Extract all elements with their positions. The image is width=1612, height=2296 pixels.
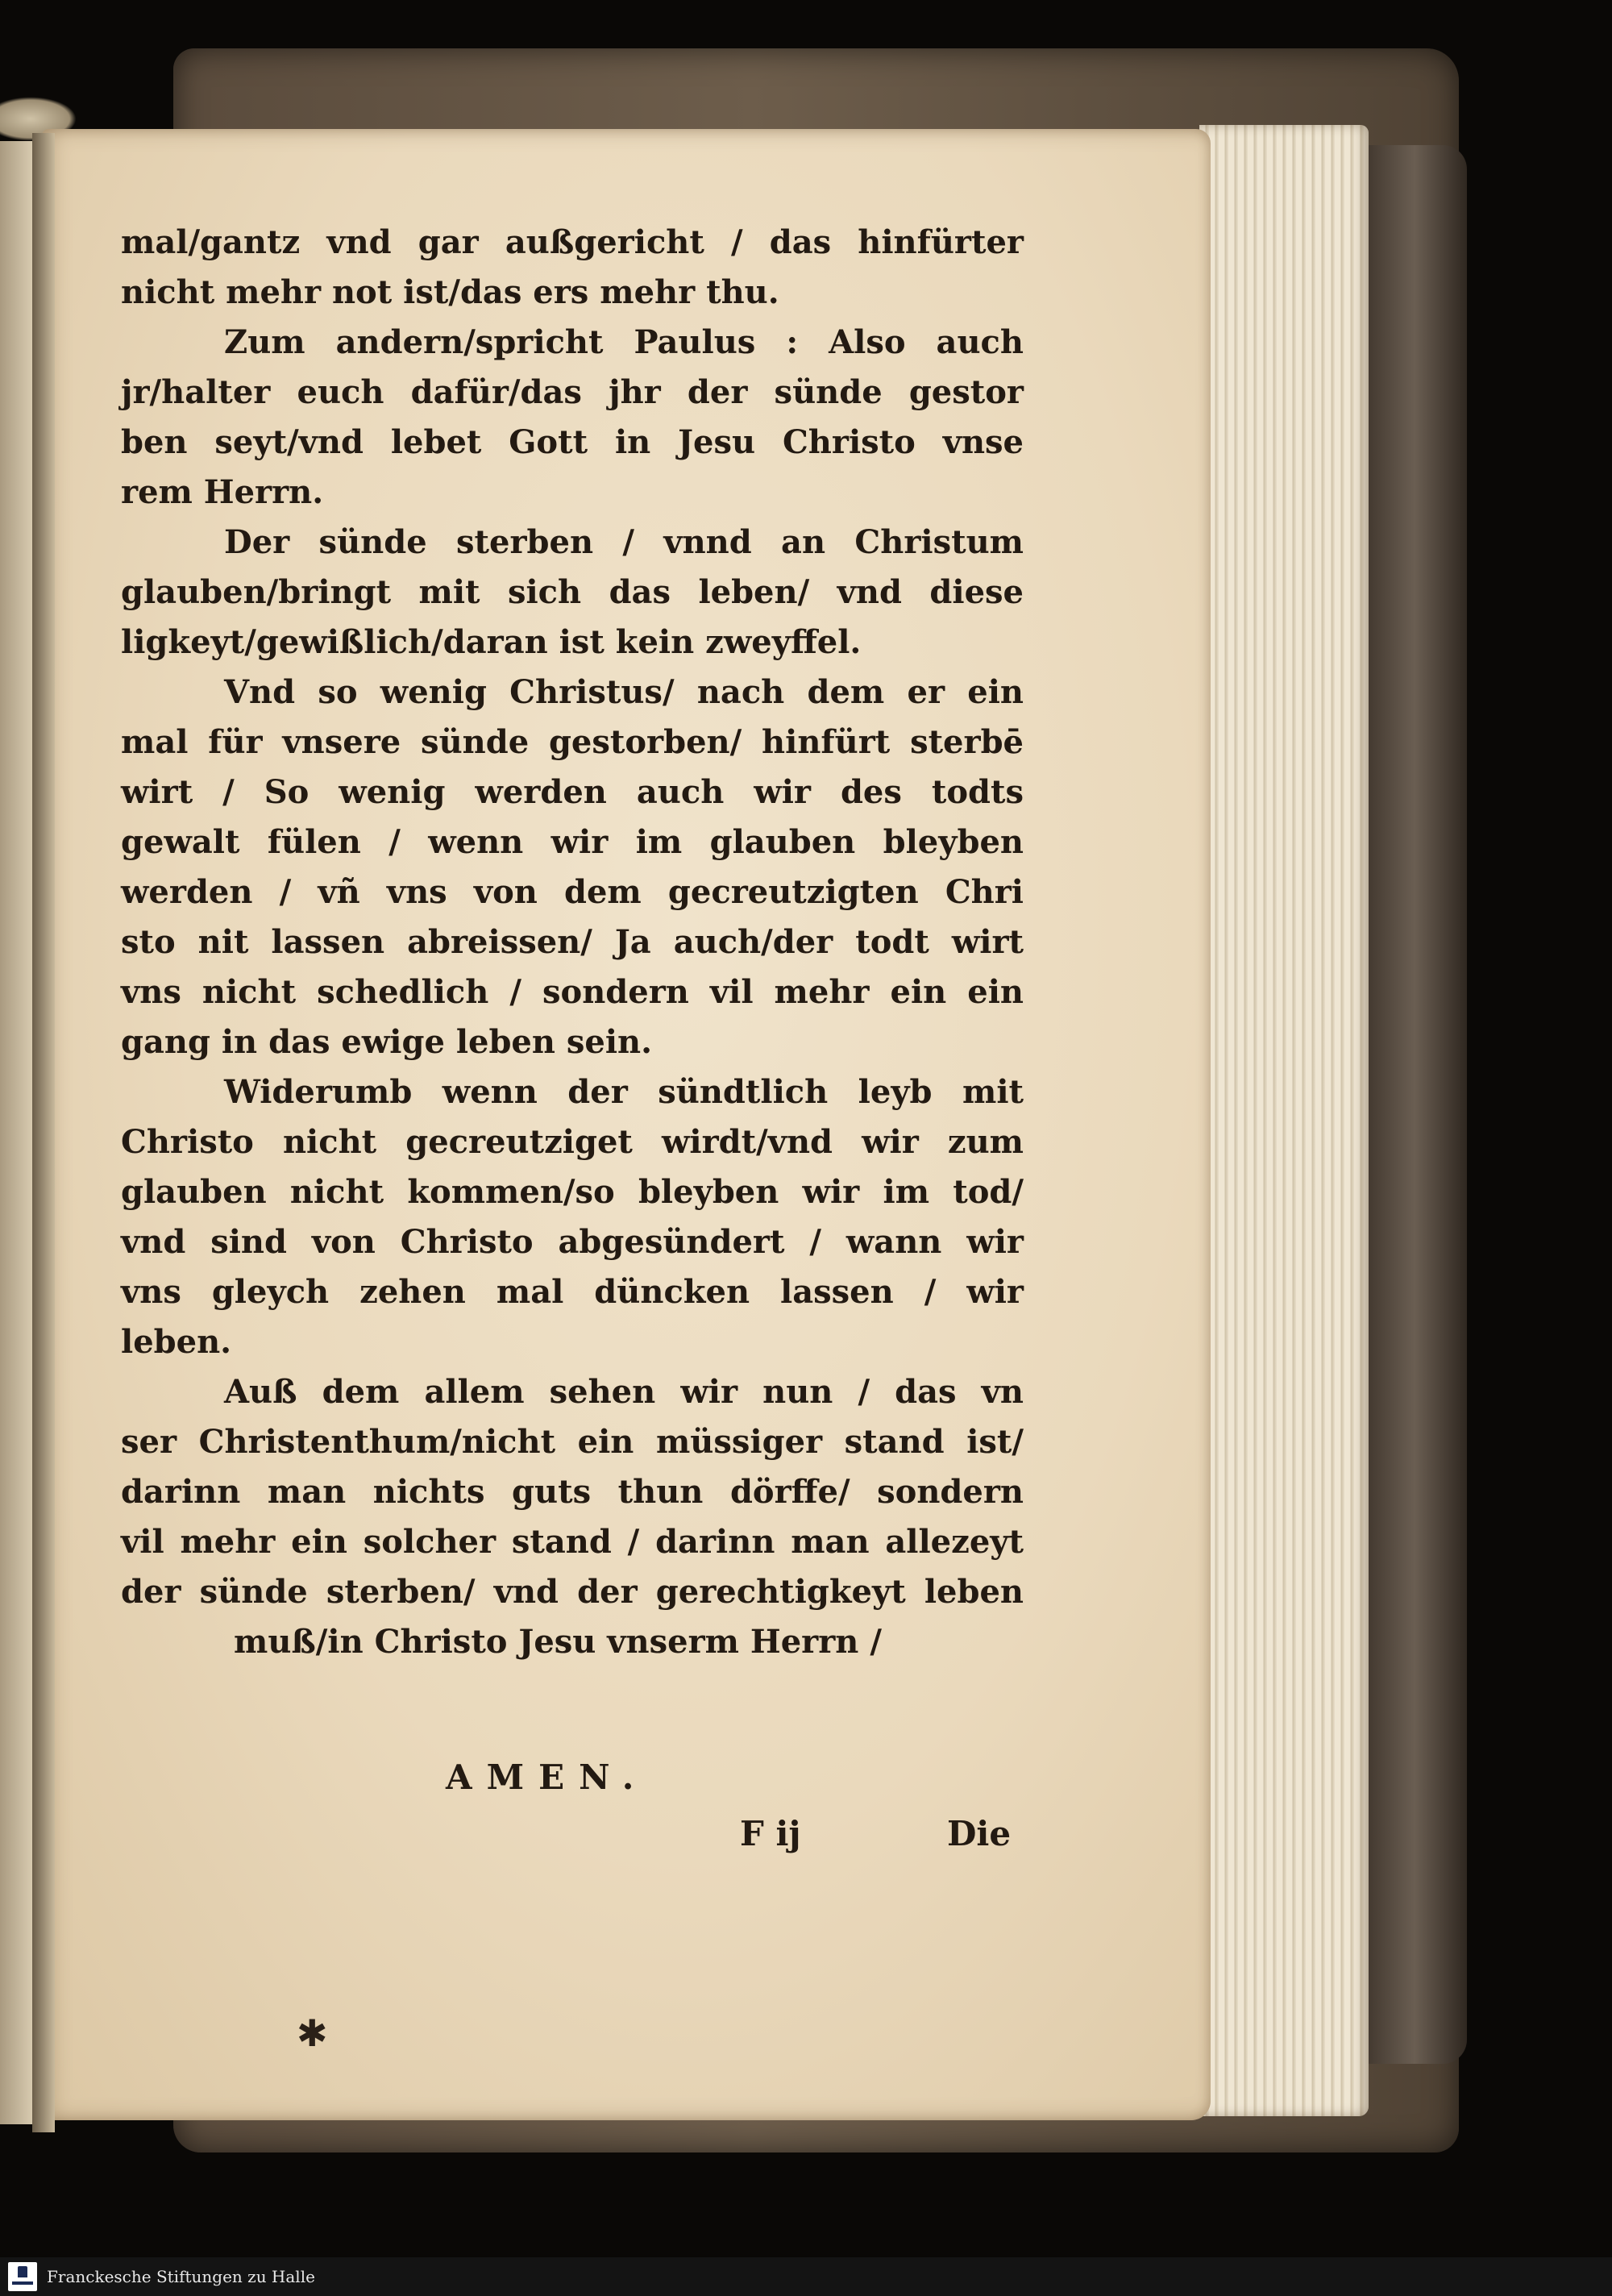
text-line: mal für vnsere sünde gestorben/ hinfürt sterbē (121, 723, 1024, 761)
text-line: ligkeyt/gewißlich/daran ist kein zweyffel. (121, 623, 862, 661)
text-line: muß/in Christo Jesu vnserm Herrn / (234, 1623, 882, 1661)
text-line: ben seyt/vnd lebet Gott in Jesu Christo vnse (121, 423, 1024, 461)
text-line: leben. (121, 1323, 232, 1361)
amen-line: AMEN. (446, 1757, 649, 1797)
institution-logo-icon (8, 2262, 37, 2291)
text-line: Zum andern/spricht Paulus : Also auch (224, 323, 1024, 361)
text-line: vnd sind von Christo abgesündert / wann wir (121, 1223, 1024, 1261)
text-line: rem Herrn. (121, 473, 324, 511)
text-line: Auß dem allem sehen wir nun / das vn (224, 1373, 1024, 1411)
signature-mark: F ij (740, 1814, 801, 1853)
ornament-icon: ✱ (297, 2011, 328, 2055)
institution-name: Franckesche Stiftungen zu Halle (47, 2267, 315, 2286)
text-line: sto nit lassen abreissen/ Ja auch/der todt wirt (121, 923, 1024, 961)
book-cover-edge (1362, 145, 1467, 2064)
text-line: darinn man nichts guts thun dörffe/ sondern (121, 1473, 1024, 1511)
text-line: Widerumb wenn der sündtlich leyb mit (224, 1073, 1024, 1111)
footer-bar (0, 2257, 1612, 2296)
text-line: nicht mehr not ist/das ers mehr thu. (121, 273, 779, 311)
text-line: Vnd so wenig Christus/ nach dem er ein (224, 673, 1024, 711)
text-line: vns nicht schedlich / sondern vil mehr ein ein (121, 973, 1024, 1011)
text-line: werden / vñ vns von dem gecreutzigten Chri (121, 873, 1024, 911)
text-line: Der sünde sterben / vnnd an Christum (224, 523, 1024, 561)
text-line: glauben nicht kommen/so bleyben wir im tod/ (121, 1173, 1024, 1211)
text-line: gewalt fülen / wenn wir im glauben bleyben (121, 823, 1024, 861)
text-line: wirt / So wenig werden auch wir des todts (121, 773, 1024, 811)
text-line: der sünde sterben/ vnd der gerechtigkeyt leben (121, 1573, 1024, 1611)
text-line: jr/halter euch dafür/das jhr der sünde gestor (121, 373, 1024, 411)
text-line: vns gleych zehen mal düncken lassen / wir (121, 1273, 1024, 1311)
text-line: glauben/bringt mit sich das leben/ vnd diese (121, 573, 1024, 611)
text-line: mal/gantz vnd gar außgericht / das hinfürter (121, 223, 1024, 261)
page-text-block (121, 218, 1024, 1667)
text-line: ser Christenthum/nicht ein müssiger stand ist/ (121, 1423, 1024, 1461)
page-block-edges (1199, 125, 1369, 2116)
text-line: gang in das ewige leben sein. (121, 1023, 653, 1061)
catchword: Die (947, 1814, 1012, 1853)
page-gutter (32, 133, 55, 2132)
text-line: vil mehr ein solcher stand / darinn man allezeyt (121, 1523, 1024, 1561)
text-line: Christo nicht gecreutziget wirdt/vnd wir zum (121, 1123, 1024, 1161)
